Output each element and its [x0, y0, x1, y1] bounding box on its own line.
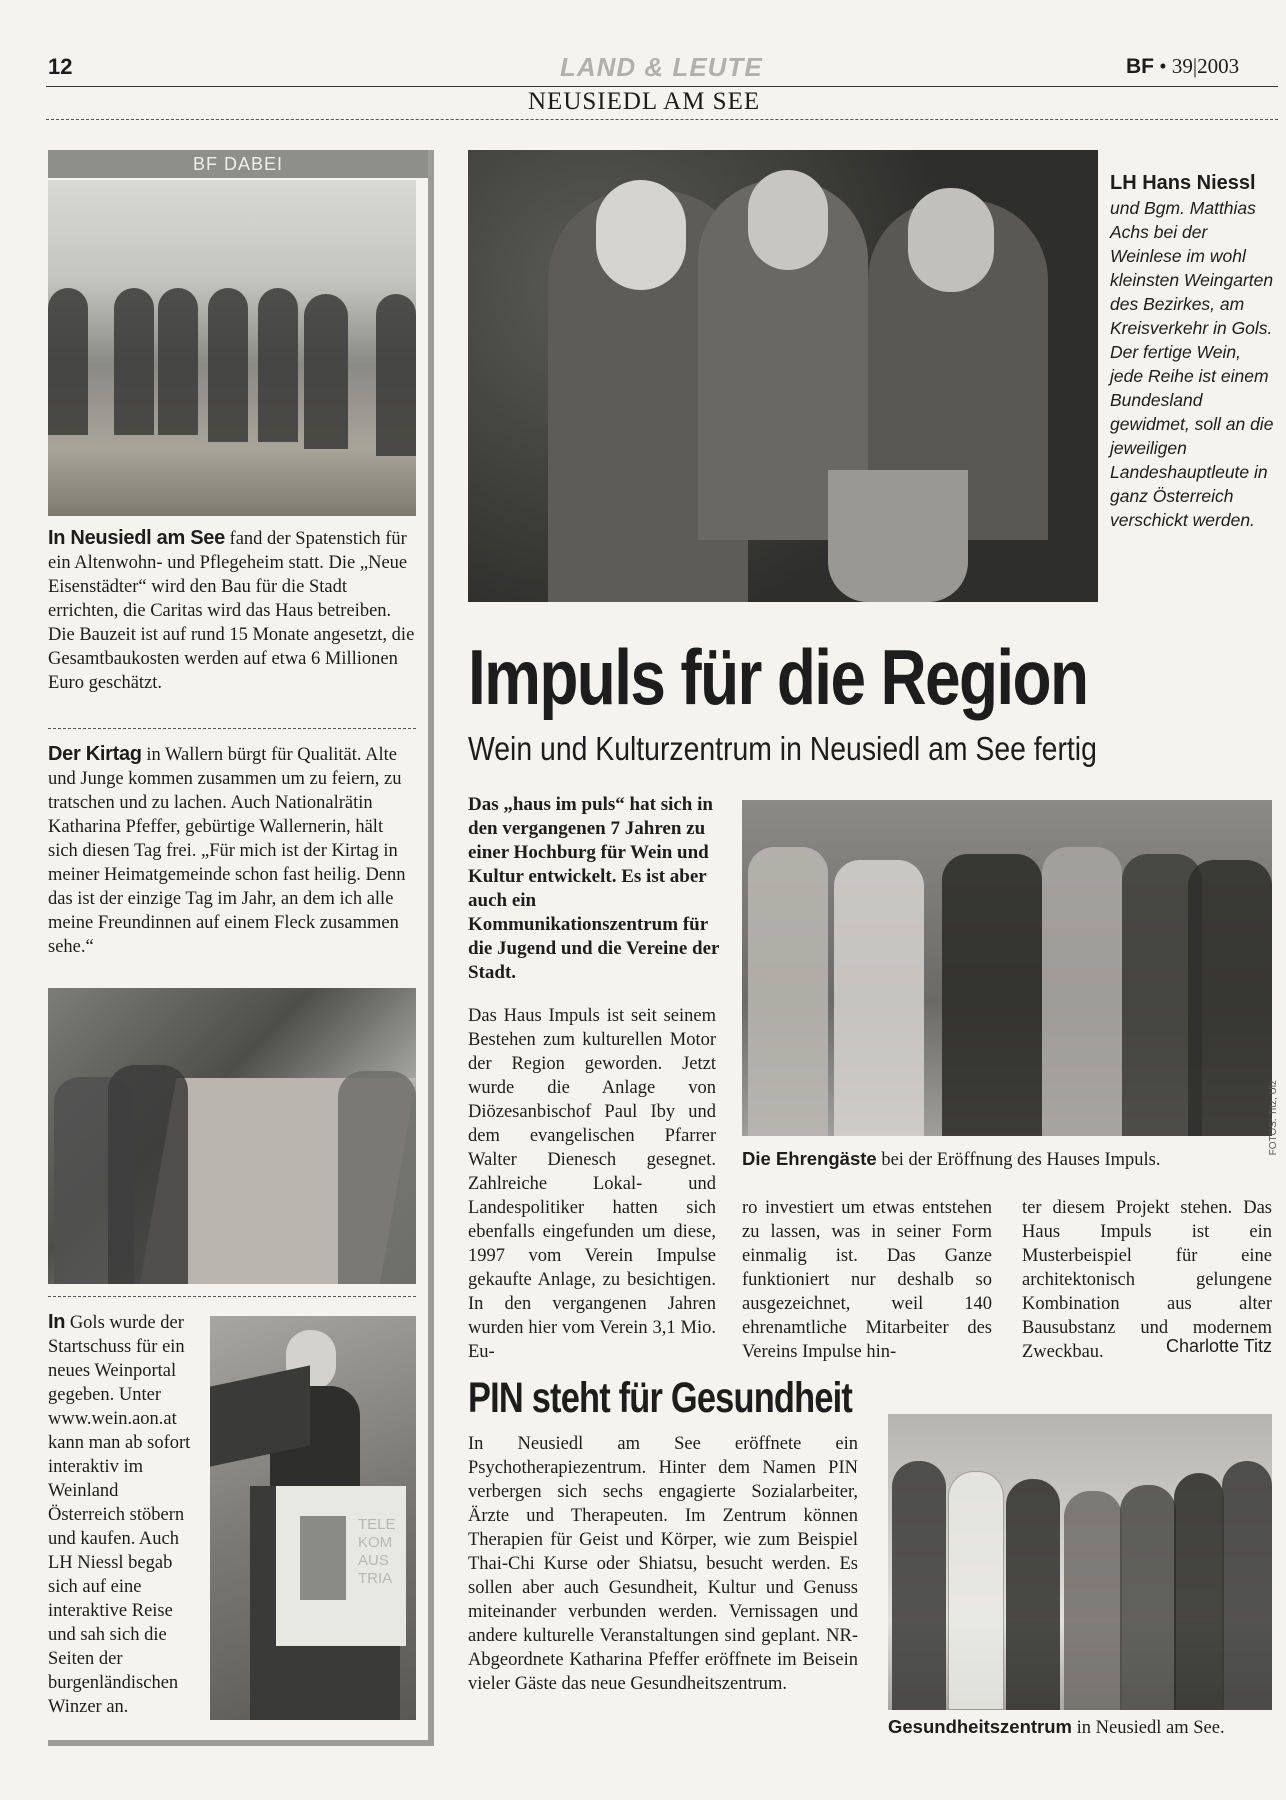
- podium-sign-text: TELE KOM AUS TRIA: [358, 1516, 396, 1587]
- photo-credit: FOTOS: Titz, Ulz: [1268, 1080, 1279, 1156]
- main-col-2: ro investiert um etwas entstehen zu lassen, was in seiner Form einmalig ist. Das Ganze funktioniert nur deshalb so ausgezeichnet, weil 140 ehrenamtliche Mitarbeiter des Vereins Impulse hin-: [742, 1198, 992, 1362]
- guests-caption: [742, 1148, 1272, 1171]
- guests-caption-text: bei der Eröffnung des Hauses Impuls.: [881, 1150, 1161, 1170]
- sidebar-divider-2: [48, 1296, 416, 1297]
- pin-headline: PIN steht für Gesundheit: [468, 1374, 853, 1422]
- pin-text: In Neusiedl am See eröffnete ein Psychotherapiezentrum. Hinter dem Namen PIN verbergen sich sechs engagierte Sozialarbeiter, Ärzte und Therapeuten. Im Zentrum können Therapien für Geist und Körper, wie zum Beispiel Thai-Chi Kurse oder Shiatsu, besucht werden. Es sollen aber auch Gesundheit, Kultur und Genuss miteinander verbunden werden. Vernissagen und andere kulturelle Veranstaltungen sind geplant. NR-Abgeordnete Katharina Pfeffer eröffnete im Beisein vieler Gäste das neue Gesundheitszentrum.: [468, 1434, 858, 1694]
- groundbreaking-photo: [48, 180, 416, 516]
- sidebar-item-3-lead: In: [48, 1311, 66, 1333]
- main-col-1: Das Haus Impuls ist seit seinem Bestehen zum kulturellen Motor der Region geworden. Jetzt wurde die Anlage von Diözesanbischof Paul Iby und dem evangelischen Pfarrer Walter Dienesch gesegnet. Zahlreiche Lokal- und Landespolitiker hatten sich ebenfalls eingefunden um diese, 1997 vom Verein Impulse gekaufte Anlage, zu besichtigen. In den vergangenen Jahren wurden hier vom Verein 3,1 Mio. Eu-: [468, 1006, 716, 1362]
- top-caption-lead: LH Hans Niessl: [1110, 172, 1256, 194]
- top-caption-text: und Bgm. Matthias Achs bei der Weinlese im wohl kleinsten Weingarten des Bezirkes, am Kreisverkehr in Gols. Der fertige Wein, jede Reihe ist einem Bundesland gewidmet, soll an die jeweiligen Landeshauptleute in ganz Österreich verschickt werden.: [1110, 198, 1274, 530]
- region-title: NEUSIEDL AM SEE: [528, 88, 761, 115]
- health-caption-text: in Neusiedl am See.: [1076, 1718, 1225, 1738]
- kirtag-photo: [48, 988, 416, 1284]
- wine-harvest-photo: [468, 150, 1098, 602]
- health-centre-caption: [888, 1716, 1272, 1739]
- health-centre-photo: [888, 1414, 1272, 1710]
- sidebar-item-1-text: fand der Spatenstich für ein Altenwohn- und Pflegeheim statt. Die „Neue Eisenstädter“ wird den Bau für die Stadt errichten, die Caritas wird das Haus betreiben. Die Bauzeit ist auf rund 15 Monate angesetzt, die Gesamtbaukosten werden auf etwa 6 Millionen Euro geschätzt.: [48, 529, 415, 693]
- page-number: 12: [48, 54, 73, 79]
- sidebar-divider-1: [48, 728, 416, 729]
- main-author: Charlotte Titz: [1165, 1336, 1272, 1356]
- podium-photo: [210, 1316, 416, 1720]
- header-rule: [46, 86, 1278, 87]
- sidebar-item-3: [48, 1310, 198, 1719]
- sidebar-item-3-text: Gols wurde der Startschuss für ein neues Weinportal gegeben. Unter www.wein.aon.at kann man ab sofort interaktiv im Weinland Österreich stöbern und kaufen. Auch LH Niessl begab sich auf eine interaktive Reise und sah sich die Seiten der burgenländischen Winzer an.: [48, 1313, 191, 1717]
- publication-name: BF: [1126, 55, 1154, 78]
- section-title: LAND & LEUTE: [560, 52, 763, 82]
- health-caption-lead: Gesundheitszentrum: [888, 1716, 1072, 1737]
- sidebar-item-2: [48, 742, 416, 959]
- main-subhead: Wein und Kulturzentrum in Neusiedl am See fertig: [468, 730, 1097, 767]
- guests-photo: [742, 800, 1272, 1136]
- sidebar-item-1-lead: In Neusiedl am See: [48, 527, 225, 549]
- bullet: •: [1159, 54, 1172, 78]
- sidebar-item-1: [48, 526, 416, 695]
- sidebar-item-2-text: in Wallern bürgt für Qualität. Alte und Junge kommen zusammen um zu feiern, zu tratschen und zu lachen. Auch Nationalrätin Katharina Pfeffer, gebürtige Wallernerin, hält sich diesen Tag frei. „Für mich ist der Kirtag in meiner Heimatgemeinde schon fast heilig. Denn das ist der einzige Tag im Jahr, an dem ich alle meine Freundinnen auf einem Fleck zusammen sehe.“: [48, 745, 406, 957]
- issue-number: 39|2003: [1171, 54, 1240, 78]
- main-intro: Das „haus im puls“ hat sich in den vergangenen 7 Jahren zu einer Hochburg für Wein und Kultur entwickelt. Es ist aber auch ein Kommunikationszentrum für die Jugend und die Vereine der Stadt.: [468, 794, 720, 983]
- sidebar-label: BF DABEI: [48, 150, 428, 178]
- top-photo-caption: [1110, 170, 1276, 532]
- issue-info: [1126, 54, 1239, 79]
- main-col-3: ter diesem Projekt stehen. Das Haus Impuls ist ein Musterbeispiel für eine architektonisch gelungene Kombination aus alter Bausubstanz und modernem Zweckbau.: [1022, 1198, 1272, 1362]
- guests-caption-lead: Die Ehrengäste: [742, 1148, 877, 1169]
- header-dash-rule: [46, 119, 1278, 120]
- sidebar-item-2-lead: Der Kirtag: [48, 743, 142, 765]
- main-headline: Impuls für die Region: [468, 633, 1088, 721]
